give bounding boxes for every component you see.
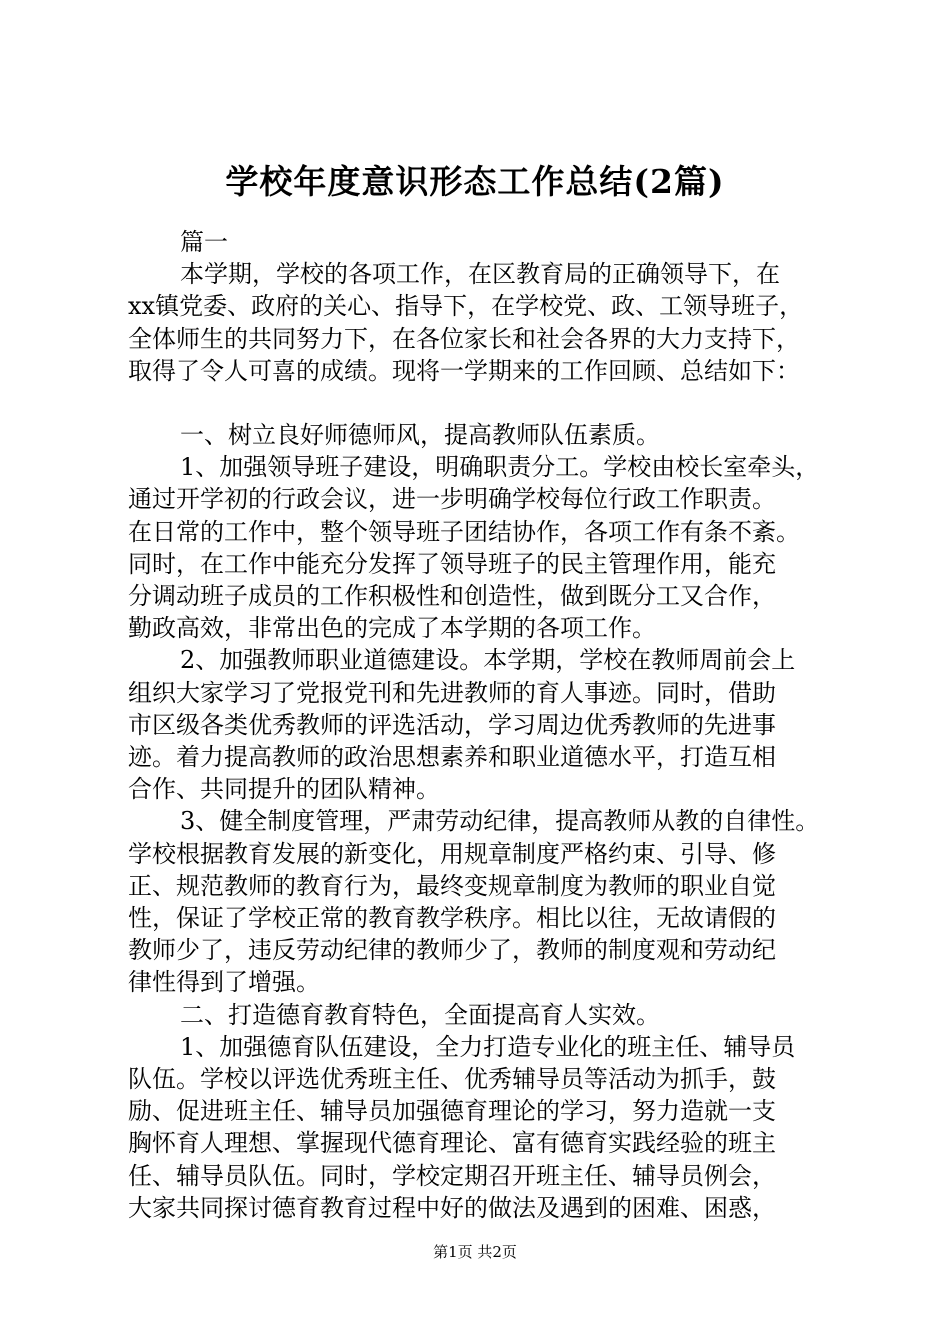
paragraph-line: 胸怀育人理想、掌握现代德育理论、富有德育实践经验的班主 [128, 1129, 776, 1158]
paragraph-line: 大家共同探讨德育教育过程中好的做法及遇到的困难、困惑， [128, 1193, 776, 1222]
paragraph-line: 迹。着力提高教师的政治思想素养和职业道德水平，打造互相 [128, 743, 776, 772]
section-heading: 一、树立良好师德师风，提高教师队伍素质。 [180, 421, 660, 450]
paragraph-line: 在日常的工作中，整个领导班子团结协作，各项工作有条不紊。 [128, 517, 800, 546]
paragraph-line: 律性得到了增强。 [128, 968, 320, 997]
part-label: 篇一 [180, 228, 228, 256]
paragraph-line: 2、加强教师职业道德建设。本学期，学校在教师周前会上 [180, 646, 796, 675]
paragraph-line: 组织大家学习了党报党刊和先进教师的育人事迹。同时，借助 [128, 678, 776, 707]
paragraph-line: 本学期，学校的各项工作，在区教育局的正确领导下，在 [180, 260, 780, 289]
document-body [128, 226, 852, 1224]
blank-line [128, 387, 852, 419]
paragraph-line: xx镇党委、政府的关心、指导下，在学校党、政、工领导班子， [128, 292, 804, 321]
paragraph-line: 正、规范教师的教育行为，最终变规章制度为教师的职业自觉 [128, 871, 776, 900]
document-title: 学校年度意识形态工作总结(2篇) [225, 162, 725, 201]
paragraph-line: 勤政高效，非常出色的完成了本学期的各项工作。 [128, 614, 656, 643]
paragraph-line: 通过开学初的行政会议，进一步明确学校每位行政工作职责。 [128, 485, 776, 514]
paragraph-line: 任、辅导员队伍。同时，学校定期召开班主任、辅导员例会， [128, 1161, 776, 1190]
paragraph-line: 3、健全制度管理，严肃劳动纪律，提高教师从教的自律性。 [180, 807, 820, 836]
paragraph-line: 分调动班子成员的工作积极性和创造性，做到既分工又合作， [128, 582, 776, 611]
paragraph-line: 1、加强领导班子建设，明确职责分工。学校由校长室牵头， [180, 453, 820, 482]
paragraph-line: 1、加强德育队伍建设，全力打造专业化的班主任、辅导员 [180, 1032, 796, 1061]
paragraph-line: 队伍。学校以评选优秀班主任、优秀辅导员等活动为抓手，鼓 [128, 1065, 776, 1094]
paragraph-line: 合作、共同提升的团队精神。 [128, 775, 440, 804]
paragraph-line: 励、促进班主任、辅导员加强德育理论的学习，努力造就一支 [128, 1097, 776, 1126]
section-heading: 二、打造德育教育特色，全面提高育人实效。 [180, 1000, 660, 1029]
paragraph-line: 同时，在工作中能充分发挥了领导班子的民主管理作用，能充 [128, 549, 776, 578]
paragraph-line: 教师少了，违反劳动纪律的教师少了，教师的制度观和劳动纪 [128, 936, 776, 965]
paragraph-line: 性，保证了学校正常的教育教学秩序。相比以往，无故请假的 [128, 904, 776, 933]
paragraph-line: 学校根据教育发展的新变化，用规章制度严格约束、引导、修 [128, 839, 776, 868]
page-footer: 第1页 共2页 [433, 1243, 517, 1261]
paragraph-line: 取得了令人可喜的成绩。现将一学期来的工作回顾、总结如下： [128, 356, 800, 385]
paragraph-line: 全体师生的共同努力下，在各位家长和社会各界的大力支持下， [128, 324, 800, 353]
paragraph-line: 市区级各类优秀教师的评选活动，学习周边优秀教师的先进事 [128, 710, 776, 739]
